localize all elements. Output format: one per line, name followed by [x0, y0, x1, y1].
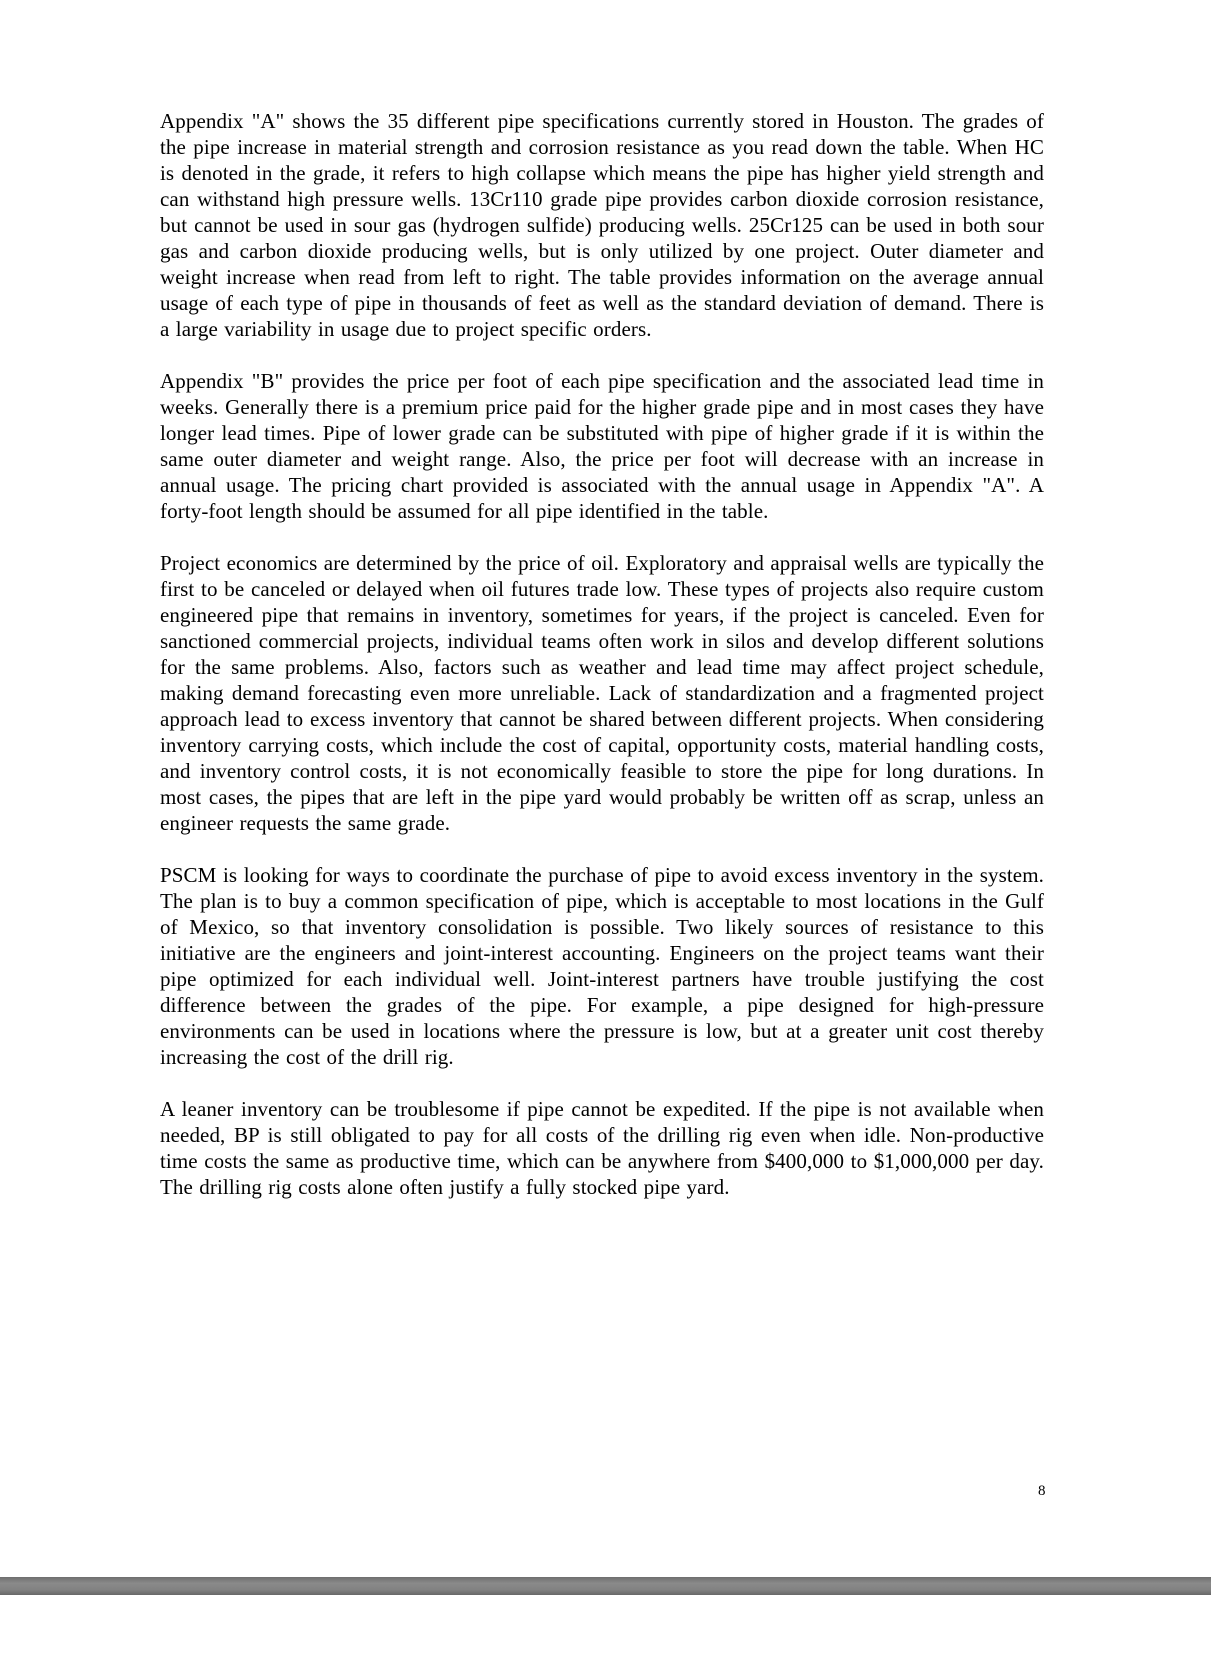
- page-number: 8: [1038, 1483, 1046, 1499]
- paragraph-appendix-b: Appendix "B" provides the price per foot of each pipe specification and the associated lead time in weeks. Generally there is a premium price paid for the higher grade pipe and in most cases they have longer lead times. Pipe of lower grade can be substituted with pipe of higher grade if it is within the same outer diameter and weight range. Also, the price per foot will decrease with an increase in annual usage. The pricing chart provided is associated with the annual usage in Appendix "A". A forty-foot length should be assumed for all pipe identified in the table.: [160, 369, 1044, 523]
- footer-divider-bar: [0, 1577, 1211, 1595]
- paragraph-pscm: PSCM is looking for ways to coordinate the purchase of pipe to avoid excess inventory in the system. The plan is to buy a common specification of pipe, which is acceptable to most locations in the Gulf of Mexico, so that inventory consolidation is possible. Two likely sources of resistance to this initiative are the engineers and joint-interest accounting. Engineers on the project teams want their pipe optimized for each individual well. Joint-interest partners have trouble justifying the cost difference between the grades of the pipe. For example, a pipe designed for high-pressure environments can be used in locations where the pressure is low, but at a greater unit cost thereby increasing the cost of the drill rig.: [160, 863, 1044, 1069]
- paragraph-leaner-inventory: A leaner inventory can be troublesome if pipe cannot be expedited. If the pipe is not available when needed, BP is still obligated to pay for all costs of the drilling rig even when idle. Non-productive time costs the same as productive time, which can be anywhere from $400,000 to $1,000,000 per day. The drilling rig costs alone often justify a fully stocked pipe yard.: [160, 1097, 1044, 1199]
- paragraph-project-economics: Project economics are determined by the price of oil. Exploratory and appraisal wells are typically the first to be canceled or delayed when oil futures trade low. These types of projects also require custom engineered pipe that remains in inventory, sometimes for years, if the project is canceled. Even for sanctioned commercial projects, individual teams often work in silos and develop different solutions for the same problems. Also, factors such as weather and lead time may affect project schedule, making demand forecasting even more unreliable. Lack of standardization and a fragmented project approach lead to excess inventory that cannot be shared between different projects. When considering inventory carrying costs, which include the cost of capital, opportunity costs, material handling costs, and inventory control costs, it is not economically feasible to store the pipe for long durations. In most cases, the pipes that are left in the pipe yard would probably be written off as scrap, unless an engineer requests the same grade.: [160, 551, 1044, 835]
- text-block: [160, 108, 1044, 1226]
- paragraph-appendix-a: Appendix "A" shows the 35 different pipe specifications currently stored in Houston. The grades of the pipe increase in material strength and corrosion resistance as you read down the table. When HC is denoted in the grade, it refers to high collapse which means the pipe has higher yield strength and can withstand high pressure wells. 13Cr110 grade pipe provides carbon dioxide corrosion resistance, but cannot be used in sour gas (hydrogen sulfide) producing wells. 25Cr125 can be used in both sour gas and carbon dioxide producing wells, but is only utilized by one project. Outer diameter and weight increase when read from left to right. The table provides information on the average annual usage of each type of pipe in thousands of feet as well as the standard deviation of demand. There is a large variability in usage due to project specific orders.: [160, 109, 1044, 341]
